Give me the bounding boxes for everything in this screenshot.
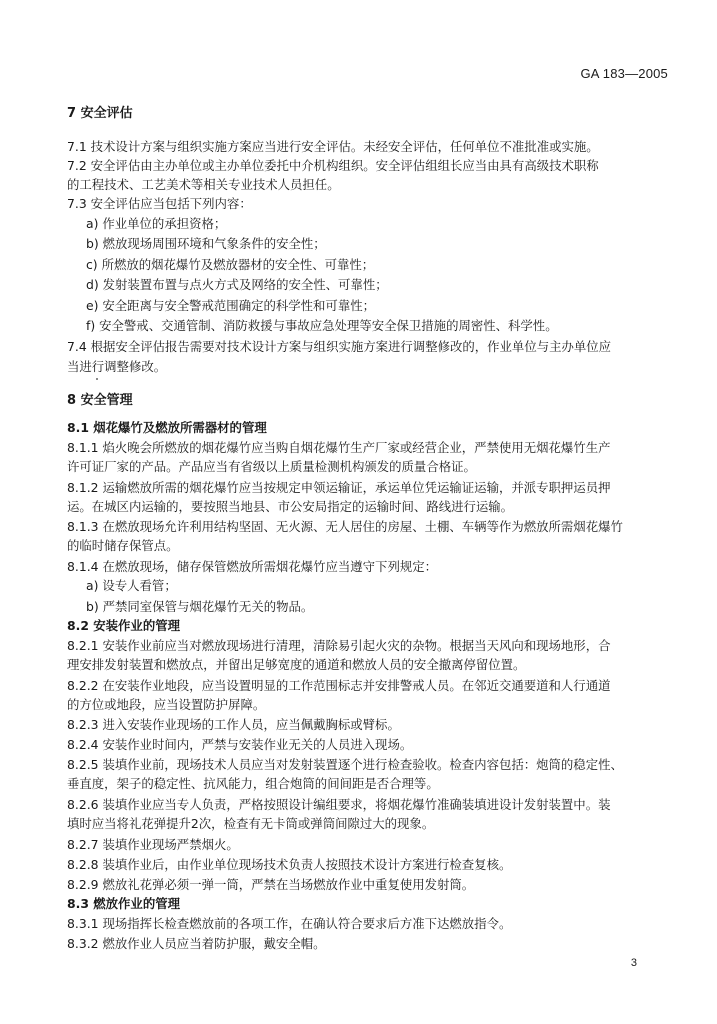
- subsection-heading-8-1: 8.1 烟花爆竹及燃放所需器材的管理: [67, 420, 267, 435]
- clause-8-3-1: 8.3.1 现场指挥长检查燃放前的各项工作，在确认符合要求后方准下达燃放指令。: [67, 916, 512, 931]
- clause-7-4: 7.4 根据安全评估报告需要对技术设计方案与组织实施方案进行调整修改的，作业单位与主办单位应: [67, 339, 612, 354]
- clause-8-2-6-cont: 填时应当将礼花弹提升2次，检查有无卡筒或弹筒间隙过大的现象。: [67, 816, 435, 831]
- clause-8-1-4: 8.1.4 在燃放现场，储存保管燃放所需烟花爆竹应当遵守下列规定：: [67, 559, 438, 574]
- clause-8-2-8: 8.2.8 装填作业后，由作业单位现场技术负责人按照技术设计方案进行检查复核。: [67, 857, 512, 872]
- clause-8-1-2: 8.1.2 运输燃放所需的烟花爆竹应当按规定申领运输证，承运单位凭运输证运输，并派专职押运员押: [67, 480, 611, 495]
- list-item-7-3-b: b) 燃放现场周围环境和气象条件的安全性；: [86, 236, 326, 251]
- clause-8-2-9: 8.2.9 燃放礼花弹必须一弹一筒，严禁在当场燃放作业中重复使用发射筒。: [67, 877, 475, 892]
- clause-8-1-3: 8.1.3 在燃放现场允许利用结构坚固、无火源、无人居住的房屋、土棚、车辆等作为燃放所需烟花爆竹: [67, 519, 623, 534]
- clause-8-2-5-cont: 垂直度，架子的稳定性、抗风能力，组合炮筒的间间距是否合理等。: [67, 776, 439, 791]
- clause-8-2-1-cont: 理安排发射装置和燃放点，并留出足够宽度的通道和燃放人员的安全撤离停留位置。: [67, 657, 526, 672]
- section-heading-8: 8 安全管理: [67, 393, 133, 408]
- subsection-heading-8-3: 8.3 燃放作业的管理: [67, 896, 180, 911]
- clause-8-2-5: 8.2.5 装填作业前，现场技术人员应当对发射装置逐个进行检查验收。检查内容包括：炮筒的稳定性、: [67, 757, 623, 772]
- clause-8-1-1: 8.1.1 焰火晚会所燃放的烟花爆竹应当购自烟花爆竹生产厂家或经营企业，严禁使用无烟花爆竹生产: [67, 440, 611, 455]
- list-item-8-1-4-b: b) 严禁同室保管与烟花爆竹无关的物品。: [86, 599, 314, 614]
- clause-8-2-2: 8.2.2 在安装作业地段，应当设置明显的工作范围标志并安排警戒人员。在邻近交通要道和人行通道: [67, 678, 611, 693]
- clause-8-1-3-cont: 的临时储存保管点。: [67, 538, 179, 553]
- list-item-7-3-d: d) 发射装置布置与点火方式及网络的安全性、可靠性；: [86, 277, 388, 292]
- clause-8-2-4: 8.2.4 安装作业时间内，严禁与安装作业无关的人员进入现场。: [67, 737, 413, 752]
- scan-speck: [96, 378, 98, 380]
- clause-8-2-7: 8.2.7 装填作业现场严禁烟火。: [67, 837, 239, 852]
- clause-7-2: 7.2 安全评估由主办单位或主办单位委托中介机构组织。安全评估组组长应当由具有高级技术职称: [67, 158, 599, 173]
- list-item-7-3-a: a) 作业单位的承担资格；: [86, 216, 227, 231]
- list-item-8-1-4-a: a) 设专人看管；: [86, 578, 177, 593]
- clause-8-2-3: 8.2.3 进入安装作业现场的工作人员，应当佩戴胸标或臂标。: [67, 717, 400, 732]
- standard-code: GA 183—2005: [580, 66, 668, 81]
- clause-8-2-2-cont: 的方位或地段，应当设置防护屏障。: [67, 697, 266, 712]
- clause-8-3-2: 8.3.2 燃放作业人员应当着防护服，戴安全帽。: [67, 936, 326, 951]
- section-heading-7: 7 安全评估: [67, 106, 133, 121]
- clause-7-3: 7.3 安全评估应当包括下列内容：: [67, 196, 252, 211]
- subsection-heading-8-2: 8.2 安装作业的管理: [67, 618, 180, 633]
- clause-8-2-1: 8.2.1 安装作业前应当对燃放现场进行清理，清除易引起火灾的杂物。根据当天风向和现场地形，合: [67, 638, 611, 653]
- clause-8-1-1-cont: 许可证厂家的产品。产品应当有省级以上质量检测机构颁发的质量合格证。: [67, 459, 476, 474]
- list-item-7-3-c: c) 所燃放的烟花爆竹及燃放器材的安全性、可靠性；: [86, 257, 375, 272]
- list-item-7-3-f: f) 安全警戒、交通管制、消防救援与事故应急处理等安全保卫措施的周密性、科学性。: [86, 318, 558, 333]
- clause-7-1: 7.1 技术设计方案与组织实施方案应当进行安全评估。未经安全评估，任何单位不准批准或实施。: [67, 139, 599, 154]
- clause-8-2-6: 8.2.6 装填作业应当专人负责，严格按照设计编组要求，将烟花爆竹准确装填进设计发射装置中。装: [67, 797, 611, 812]
- clause-7-4-cont: 当进行调整修改。: [67, 359, 167, 374]
- list-item-7-3-e: e) 安全距离与安全警戒范围确定的科学性和可靠性；: [86, 298, 375, 313]
- clause-7-2-cont: 的工程技术、工艺美术等相关专业技术人员担任。: [67, 177, 340, 192]
- page-number: 3: [630, 957, 637, 969]
- clause-8-1-2-cont: 运。在城区内运输的，要按照当地县、市公安局指定的运输时间、路线进行运输。: [67, 499, 514, 514]
